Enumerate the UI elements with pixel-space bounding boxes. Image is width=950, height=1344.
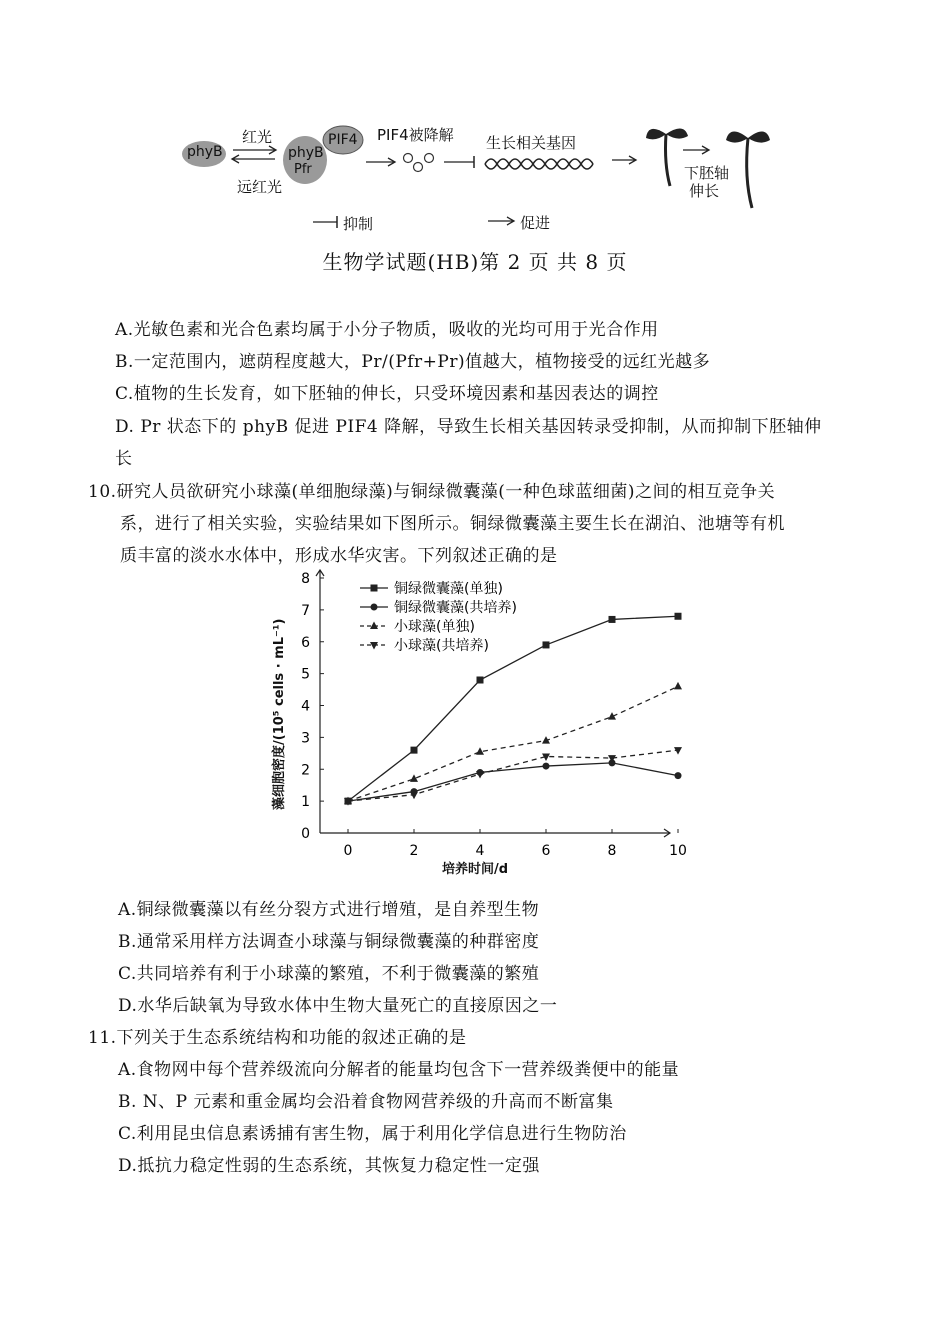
seedling-leaf xyxy=(726,131,748,142)
data-point xyxy=(674,682,682,690)
pif4-label: PIF4 xyxy=(328,132,358,148)
legend-marker xyxy=(370,642,378,650)
legend-promote-label: 促进 xyxy=(520,214,551,232)
y-tick-label: 5 xyxy=(301,666,310,683)
q10-option-d: D.水华后缺氧为导致水体中生物大量死亡的直接原因之一 xyxy=(118,996,558,1016)
phyb-pfr-label-top: phyB xyxy=(288,145,324,161)
data-point xyxy=(675,613,682,620)
legend-marker xyxy=(370,622,378,630)
q10-option-c: C.共同培养有利于小球藻的繁殖，不利于微囊藻的繁殖 xyxy=(118,964,540,984)
q10-stem-line1: 10.研究人员欲研究小球藻(单细胞绿藻)与铜绿微囊藻(一种色球蓝细菌)之间的相互竞争关 xyxy=(88,482,776,502)
y-tick-label: 1 xyxy=(301,794,310,811)
x-tick-label: 2 xyxy=(409,843,419,859)
degraded-fragment xyxy=(414,163,423,172)
degraded-fragment xyxy=(404,154,413,163)
y-tick-label: 3 xyxy=(301,730,310,747)
x-tick-label: 10 xyxy=(669,843,687,859)
series-line xyxy=(348,763,678,801)
data-point xyxy=(411,747,418,754)
dna-helix xyxy=(485,159,593,169)
legend-label: 铜绿微囊藻(共培养) xyxy=(394,600,517,616)
seedling-leaf xyxy=(666,128,688,138)
data-point xyxy=(476,747,484,755)
x-tick-label: 4 xyxy=(475,843,485,859)
data-point xyxy=(543,641,550,648)
q9-option-c: C.植物的生长发育，如下胚轴的伸长，只受环境因素和基因表达的调控 xyxy=(115,384,659,404)
q11-option-b: B. N、P 元素和重金属均会沿着食物网营养级的升高而不断富集 xyxy=(118,1092,614,1112)
legend-label: 小球藻(单独) xyxy=(394,619,475,635)
tall-seedling xyxy=(747,138,752,208)
y-tick-label: 8 xyxy=(301,571,310,587)
phyb-pfr-label-bottom: Pfr xyxy=(294,162,312,177)
q10-option-a: A.铜绿微囊藻以有丝分裂方式进行增殖，是自养型生物 xyxy=(118,900,540,920)
q11-option-a: A.食物网中每个营养级流向分解者的能量均包含下一营养级粪便中的能量 xyxy=(118,1060,680,1080)
chart-xlabel: 培养时间/d xyxy=(442,862,509,877)
x-tick-label: 0 xyxy=(343,843,353,859)
q9-option-a: A.光敏色素和光合色素均属于小分子物质，吸收的光均可用于光合作用 xyxy=(115,320,659,340)
data-point xyxy=(476,771,484,779)
short-seedling xyxy=(666,134,671,186)
y-tick-label: 2 xyxy=(301,762,310,779)
series-line xyxy=(348,686,678,801)
q11-option-c: C.利用昆虫信息素诱捕有害生物，属于利用化学信息进行生物防治 xyxy=(118,1124,627,1144)
data-point xyxy=(543,763,550,770)
data-point xyxy=(477,677,484,684)
y-tick-label: 4 xyxy=(301,698,310,715)
y-tick-label: 7 xyxy=(301,602,310,619)
q10-stem-line2: 系，进行了相关实验，实验结果如下图所示。铜绿微囊藻主要生长在湖泊、池塘等有机 xyxy=(120,514,785,534)
q11-stem: 11.下列关于生态系统结构和功能的叙述正确的是 xyxy=(88,1028,467,1048)
q9-option-d: D. Pr 状态下的 phyB 促进 PIF4 降解，导致生长相关基因转录受抑制，从而抑制下胚轴伸 xyxy=(115,417,822,437)
chart-svg xyxy=(260,560,700,890)
q9-option-d-cont: 长 xyxy=(115,449,133,469)
legend-marker xyxy=(371,604,378,611)
legend-inhibit-label: 抑制 xyxy=(343,215,374,233)
hypocotyl-label-1: 下胚轴 xyxy=(684,164,730,182)
seedling-leaf xyxy=(646,129,666,139)
legend-marker xyxy=(371,585,378,592)
growth-genes-label: 生长相关基因 xyxy=(486,134,577,152)
page-footer: 生物学试题(HB)第 2 页 共 8 页 xyxy=(322,250,628,274)
red-light-label: 红光 xyxy=(242,128,273,146)
y-tick-label: 6 xyxy=(301,634,310,651)
q11-option-d: D.抵抗力稳定性弱的生态系统，其恢复力稳定性一定强 xyxy=(118,1156,540,1176)
x-tick-label: 8 xyxy=(607,843,617,859)
degraded-fragment xyxy=(425,154,434,163)
legend-label: 小球藻(共培养) xyxy=(394,638,489,654)
chart-ylabel: 藻细胞密度/(10⁵ cells · mL⁻¹) xyxy=(272,618,287,810)
y-tick-label: 0 xyxy=(301,826,310,842)
x-tick-label: 6 xyxy=(541,843,551,859)
far-red-light-label: 远红光 xyxy=(237,178,283,196)
pif4-degraded-label: PIF4被降解 xyxy=(377,126,454,144)
q10-stem-line3: 质丰富的淡水水体中，形成水华灾害。下列叙述正确的是 xyxy=(120,546,558,566)
phyb-pr-label: phyB xyxy=(187,144,223,160)
q9-option-b: B.一定范围内，遮荫程度越大，Pr/(Pfr+Pr)值越大，植物接受的远红光越多 xyxy=(115,352,711,372)
q10-option-b: B.通常采用样方法调查小球藻与铜绿微囊藻的种群密度 xyxy=(118,932,540,952)
data-point xyxy=(675,772,682,779)
data-point xyxy=(609,616,616,623)
legend-label: 铜绿微囊藻(单独) xyxy=(394,581,503,597)
hypocotyl-label-2: 伸长 xyxy=(689,182,720,200)
seedling-leaf xyxy=(748,131,770,142)
